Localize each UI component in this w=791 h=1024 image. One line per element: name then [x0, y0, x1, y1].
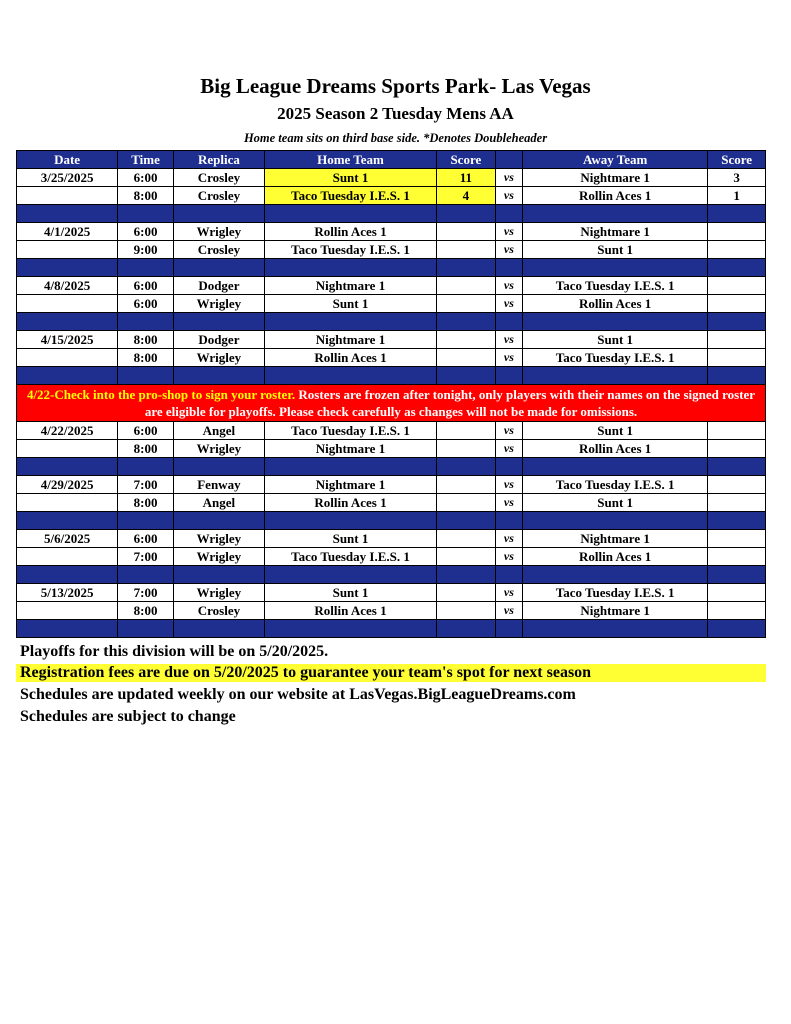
- table-row: [17, 331, 766, 349]
- separator-cell: [437, 512, 496, 530]
- game-time: 6:00: [118, 277, 174, 295]
- game-replica: Wrigley: [173, 440, 264, 458]
- game-date: 5/13/2025: [17, 584, 118, 602]
- separator-cell: [118, 458, 174, 476]
- game-time: 8:00: [118, 602, 174, 620]
- separator-cell: [173, 367, 264, 385]
- separator-cell: [173, 620, 264, 638]
- vs-label: vs: [495, 241, 522, 259]
- home-team: Sunt 1: [264, 584, 436, 602]
- separator-cell: [495, 367, 522, 385]
- game-date: [17, 187, 118, 205]
- home-score: [437, 331, 496, 349]
- separator-cell: [523, 566, 708, 584]
- home-score: 4: [437, 187, 496, 205]
- separator-cell: [437, 566, 496, 584]
- separator-cell: [523, 313, 708, 331]
- home-team: Sunt 1: [264, 295, 436, 313]
- table-row: [17, 223, 766, 241]
- table-row: [17, 494, 766, 512]
- separator-cell: [118, 205, 174, 223]
- separator-cell: [708, 566, 766, 584]
- away-team: Sunt 1: [523, 422, 708, 440]
- game-time: 8:00: [118, 440, 174, 458]
- game-replica: Fenway: [173, 476, 264, 494]
- away-team: Nightmare 1: [523, 602, 708, 620]
- roster-notice-row: [17, 385, 766, 422]
- separator-cell: [708, 313, 766, 331]
- game-time: 6:00: [118, 530, 174, 548]
- game-date: 4/8/2025: [17, 277, 118, 295]
- away-score: [708, 349, 766, 367]
- week-separator: [17, 458, 766, 476]
- table-header-row: [17, 151, 766, 169]
- separator-cell: [264, 367, 436, 385]
- away-team: Sunt 1: [523, 331, 708, 349]
- away-team: Sunt 1: [523, 494, 708, 512]
- separator-cell: [173, 313, 264, 331]
- col-header-date: Date: [17, 151, 118, 169]
- game-date: 4/22/2025: [17, 422, 118, 440]
- home-score: [437, 241, 496, 259]
- home-team: Sunt 1: [264, 169, 436, 187]
- home-score: [437, 602, 496, 620]
- separator-cell: [173, 205, 264, 223]
- away-team: Rollin Aces 1: [523, 295, 708, 313]
- game-time: 7:00: [118, 476, 174, 494]
- vs-label: vs: [495, 548, 522, 566]
- separator-cell: [118, 566, 174, 584]
- away-score: [708, 331, 766, 349]
- table-row: [17, 548, 766, 566]
- table-row: [17, 602, 766, 620]
- separator-cell: [173, 566, 264, 584]
- separator-cell: [437, 313, 496, 331]
- page-subtitle: 2025 Season 2 Tuesday Mens AA: [277, 104, 514, 123]
- separator-cell: [708, 259, 766, 277]
- home-score: [437, 476, 496, 494]
- game-time: 8:00: [118, 187, 174, 205]
- game-time: 6:00: [118, 169, 174, 187]
- table-row: [17, 187, 766, 205]
- separator-cell: [17, 620, 118, 638]
- separator-cell: [118, 367, 174, 385]
- home-score: [437, 584, 496, 602]
- table-row: [17, 169, 766, 187]
- away-score: [708, 277, 766, 295]
- notice-highlight: Check into the pro-shop to sign your roster.: [54, 387, 296, 402]
- game-replica: Crosley: [173, 241, 264, 259]
- vs-label: vs: [495, 422, 522, 440]
- separator-cell: [495, 458, 522, 476]
- table-row: [17, 440, 766, 458]
- away-score: [708, 494, 766, 512]
- col-header-time: Time: [118, 151, 174, 169]
- separator-cell: [708, 458, 766, 476]
- separator-cell: [17, 205, 118, 223]
- game-date: [17, 241, 118, 259]
- vs-label: vs: [495, 494, 522, 512]
- home-score: [437, 295, 496, 313]
- playoffs-note: Playoffs for this division will be on 5/20/2025.: [20, 643, 329, 660]
- separator-cell: [523, 367, 708, 385]
- notice-text: Rosters are frozen after tonight, only players with their names on the signed roster are eligible for playoffs. Please check carefully as changes will not be made for omissions.: [144, 387, 756, 419]
- away-score: [708, 440, 766, 458]
- game-date: [17, 494, 118, 512]
- separator-cell: [17, 259, 118, 277]
- home-team: Taco Tuesday I.E.S. 1: [264, 241, 436, 259]
- col-header-away-team: Away Team: [523, 151, 708, 169]
- home-score: [437, 494, 496, 512]
- game-replica: Wrigley: [173, 584, 264, 602]
- table-row: [17, 349, 766, 367]
- vs-label: vs: [495, 349, 522, 367]
- game-time: 7:00: [118, 548, 174, 566]
- home-team: Nightmare 1: [264, 277, 436, 295]
- home-team: Rollin Aces 1: [264, 602, 436, 620]
- game-time: 6:00: [118, 295, 174, 313]
- away-team: Rollin Aces 1: [523, 187, 708, 205]
- game-time: 8:00: [118, 494, 174, 512]
- away-team: Sunt 1: [523, 241, 708, 259]
- week-separator: [17, 313, 766, 331]
- away-team: Taco Tuesday I.E.S. 1: [523, 584, 708, 602]
- home-team: Nightmare 1: [264, 331, 436, 349]
- separator-cell: [495, 620, 522, 638]
- vs-label: vs: [495, 187, 522, 205]
- away-team: Nightmare 1: [523, 530, 708, 548]
- vs-label: vs: [495, 295, 522, 313]
- home-score: [437, 530, 496, 548]
- game-time: 6:00: [118, 223, 174, 241]
- separator-cell: [264, 458, 436, 476]
- game-replica: Wrigley: [173, 530, 264, 548]
- home-score: [437, 548, 496, 566]
- game-replica: Dodger: [173, 331, 264, 349]
- week-separator: [17, 620, 766, 638]
- week-separator: [17, 205, 766, 223]
- game-date: [17, 548, 118, 566]
- separator-cell: [495, 259, 522, 277]
- away-score: [708, 422, 766, 440]
- vs-label: vs: [495, 331, 522, 349]
- game-replica: Wrigley: [173, 548, 264, 566]
- table-row: [17, 422, 766, 440]
- separator-cell: [495, 512, 522, 530]
- home-score: [437, 223, 496, 241]
- separator-cell: [118, 313, 174, 331]
- away-score: [708, 602, 766, 620]
- home-team: Taco Tuesday I.E.S. 1: [264, 548, 436, 566]
- home-score: [437, 277, 496, 295]
- vs-label: vs: [495, 277, 522, 295]
- vs-label: vs: [495, 440, 522, 458]
- away-team: Taco Tuesday I.E.S. 1: [523, 277, 708, 295]
- away-team: Taco Tuesday I.E.S. 1: [523, 349, 708, 367]
- game-replica: Crosley: [173, 169, 264, 187]
- home-team: Rollin Aces 1: [264, 223, 436, 241]
- separator-cell: [173, 458, 264, 476]
- away-score: [708, 530, 766, 548]
- separator-cell: [523, 512, 708, 530]
- week-separator: [17, 367, 766, 385]
- registration-note: Registration fees are due on 5/20/2025 to guarantee your team's spot for next season: [16, 664, 766, 682]
- separator-cell: [708, 205, 766, 223]
- home-team: Nightmare 1: [264, 476, 436, 494]
- separator-cell: [173, 259, 264, 277]
- schedule-table: [16, 150, 766, 638]
- col-header-vs: [495, 151, 522, 169]
- week-separator: [17, 512, 766, 530]
- separator-cell: [437, 458, 496, 476]
- separator-cell: [437, 367, 496, 385]
- separator-cell: [495, 205, 522, 223]
- week-separator: [17, 259, 766, 277]
- separator-cell: [17, 512, 118, 530]
- home-team: Taco Tuesday I.E.S. 1: [264, 187, 436, 205]
- away-score: 1: [708, 187, 766, 205]
- separator-cell: [264, 313, 436, 331]
- separator-cell: [523, 620, 708, 638]
- away-team: Nightmare 1: [523, 223, 708, 241]
- table-row: [17, 584, 766, 602]
- separator-cell: [17, 313, 118, 331]
- vs-label: vs: [495, 530, 522, 548]
- home-score: 11: [437, 169, 496, 187]
- vs-label: vs: [495, 584, 522, 602]
- game-date: 3/25/2025: [17, 169, 118, 187]
- game-time: 6:00: [118, 422, 174, 440]
- game-replica: Wrigley: [173, 349, 264, 367]
- away-score: [708, 223, 766, 241]
- separator-cell: [264, 620, 436, 638]
- schedule-body: [17, 169, 766, 638]
- game-date: 4/29/2025: [17, 476, 118, 494]
- home-team: Nightmare 1: [264, 440, 436, 458]
- away-score: 3: [708, 169, 766, 187]
- game-replica: Angel: [173, 494, 264, 512]
- separator-cell: [118, 259, 174, 277]
- away-team: Rollin Aces 1: [523, 548, 708, 566]
- separator-cell: [17, 367, 118, 385]
- home-team: Taco Tuesday I.E.S. 1: [264, 422, 436, 440]
- away-team: Nightmare 1: [523, 169, 708, 187]
- separator-cell: [173, 512, 264, 530]
- home-team: Rollin Aces 1: [264, 349, 436, 367]
- vs-label: vs: [495, 602, 522, 620]
- week-separator: [17, 566, 766, 584]
- separator-cell: [17, 566, 118, 584]
- notice-date: 4/22-: [26, 387, 55, 402]
- separator-cell: [437, 259, 496, 277]
- separator-cell: [437, 620, 496, 638]
- away-score: [708, 584, 766, 602]
- col-header-home-team: Home Team: [264, 151, 436, 169]
- vs-label: vs: [495, 169, 522, 187]
- home-team: Sunt 1: [264, 530, 436, 548]
- separator-cell: [264, 566, 436, 584]
- game-replica: Wrigley: [173, 223, 264, 241]
- game-date: [17, 602, 118, 620]
- game-time: 8:00: [118, 331, 174, 349]
- away-team: Rollin Aces 1: [523, 440, 708, 458]
- game-replica: Crosley: [173, 187, 264, 205]
- separator-cell: [495, 313, 522, 331]
- separator-cell: [264, 512, 436, 530]
- game-date: [17, 349, 118, 367]
- col-header-home-score: Score: [437, 151, 496, 169]
- table-row: [17, 241, 766, 259]
- separator-cell: [17, 458, 118, 476]
- game-date: 4/15/2025: [17, 331, 118, 349]
- game-time: 7:00: [118, 584, 174, 602]
- separator-cell: [495, 566, 522, 584]
- game-time: 8:00: [118, 349, 174, 367]
- home-score: [437, 422, 496, 440]
- separator-cell: [523, 205, 708, 223]
- separator-cell: [264, 205, 436, 223]
- table-row: [17, 277, 766, 295]
- home-score: [437, 349, 496, 367]
- separator-cell: [118, 620, 174, 638]
- col-header-replica: Replica: [173, 151, 264, 169]
- separator-cell: [118, 512, 174, 530]
- game-date: [17, 440, 118, 458]
- game-replica: Crosley: [173, 602, 264, 620]
- away-team: Taco Tuesday I.E.S. 1: [523, 476, 708, 494]
- vs-label: vs: [495, 476, 522, 494]
- home-score: [437, 440, 496, 458]
- vs-label: vs: [495, 223, 522, 241]
- table-row: [17, 530, 766, 548]
- game-date: 5/6/2025: [17, 530, 118, 548]
- game-replica: Angel: [173, 422, 264, 440]
- home-team: Rollin Aces 1: [264, 494, 436, 512]
- schedule-note: Home team sits on third base side. *Denotes Doubleheader: [243, 131, 548, 145]
- separator-cell: [708, 620, 766, 638]
- separator-cell: [708, 367, 766, 385]
- game-date: 4/1/2025: [17, 223, 118, 241]
- page-title: Big League Dreams Sports Park- Las Vegas: [200, 74, 591, 98]
- game-replica: Wrigley: [173, 295, 264, 313]
- website-note: Schedules are updated weekly on our website at LasVegas.BigLeagueDreams.com: [20, 686, 576, 703]
- away-score: [708, 241, 766, 259]
- away-score: [708, 548, 766, 566]
- game-replica: Dodger: [173, 277, 264, 295]
- game-date: [17, 295, 118, 313]
- separator-cell: [264, 259, 436, 277]
- separator-cell: [523, 259, 708, 277]
- away-score: [708, 476, 766, 494]
- game-time: 9:00: [118, 241, 174, 259]
- roster-notice: [17, 385, 766, 422]
- separator-cell: [523, 458, 708, 476]
- table-row: [17, 476, 766, 494]
- subject-to-change-note: Schedules are subject to change: [20, 708, 236, 725]
- separator-cell: [708, 512, 766, 530]
- col-header-away-score: Score: [708, 151, 766, 169]
- away-score: [708, 295, 766, 313]
- table-row: [17, 295, 766, 313]
- separator-cell: [437, 205, 496, 223]
